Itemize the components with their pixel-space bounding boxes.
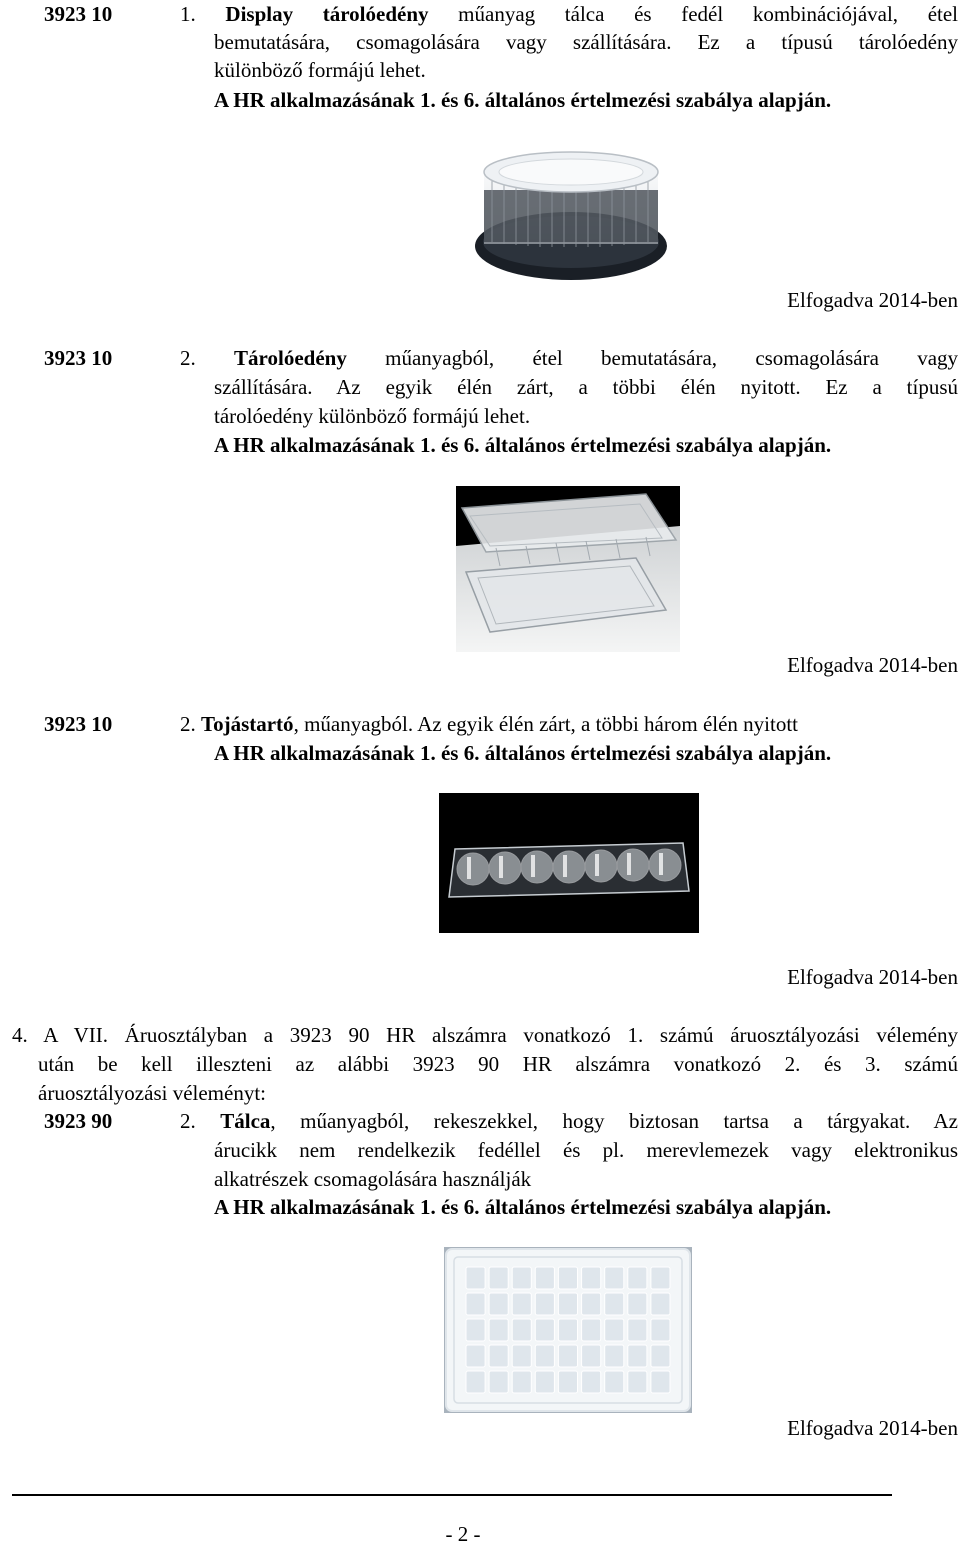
entry-3-line-1-rest: , műanyagból. Az egyik élén zárt, a többi három élén nyitott: [293, 712, 799, 736]
tray-compartment: [651, 1319, 670, 1341]
entry-3-number: 2.: [180, 712, 196, 736]
entry-4-code: 3923 90: [44, 1109, 113, 1133]
tray-compartment: [651, 1267, 670, 1289]
entry-2-line-1-rest: műanyagból, étel bemutatására, csomagolására vagy: [385, 346, 959, 370]
entry-2-line-3: tárolóedény különböző formájú lehet.: [214, 404, 531, 428]
entry-2-accepted: Elfogadva 2014-ben: [787, 653, 958, 677]
entry-4-term: Tálca: [220, 1109, 271, 1133]
tray-compartment: [558, 1319, 577, 1341]
tray-compartment: [582, 1345, 601, 1367]
egg-carton-photo: [439, 793, 699, 933]
entry-4-number: 2.: [180, 1109, 196, 1133]
tray-compartment: [558, 1293, 577, 1315]
tray-compartment: [582, 1293, 601, 1315]
tray-compartment: [628, 1293, 647, 1315]
tray-compartment: [605, 1319, 624, 1341]
tray-compartment: [489, 1267, 508, 1289]
tray-compartment: [512, 1319, 531, 1341]
tray-compartment: [466, 1319, 485, 1341]
entry-3-rule: A HR alkalmazásának 1. és 6. általános értelmezési szabálya alapján.: [214, 741, 832, 765]
cake-dome-container-photo: [472, 150, 670, 286]
tray-compartment: [489, 1293, 508, 1315]
entry-1-line-3: különböző formájú lehet.: [214, 58, 426, 82]
tray-compartment: [651, 1345, 670, 1367]
tray-compartment: [489, 1371, 508, 1393]
entry-2-line-1: [180, 344, 958, 372]
entry-4-line-3: alkatrészek csomagolására használják: [214, 1167, 532, 1191]
entry-4-line-2: árucikk nem rendelkezik fedéllel és pl. merevlemezek vagy elektronikus: [214, 1138, 958, 1162]
tray-compartment: [628, 1319, 647, 1341]
tray-compartment: [558, 1345, 577, 1367]
tray-compartment: [558, 1267, 577, 1289]
tray-compartment: [582, 1371, 601, 1393]
entry-4-line-1-rest: , műanyagból, rekeszekkel, hogy biztosan tartsa a tárgyakat. Az: [270, 1109, 958, 1133]
tray-compartment: [582, 1267, 601, 1289]
tray-compartment: [466, 1267, 485, 1289]
tray-compartment: [628, 1267, 647, 1289]
entry-4-line-1: [180, 1107, 958, 1135]
clamshell-container-photo: [456, 486, 680, 652]
entry-1-number: 1.: [180, 2, 196, 26]
entry-3-accepted: Elfogadva 2014-ben: [787, 965, 958, 989]
entry-1-code: 3923 10: [44, 2, 113, 26]
tray-compartment: [651, 1371, 670, 1393]
tray-compartment: [628, 1345, 647, 1367]
entry-3-term: Tojástartó: [201, 712, 294, 736]
page-number: - 2 -: [445, 1522, 481, 1546]
entry-2-number: 2.: [180, 346, 196, 370]
tray-compartment: [582, 1319, 601, 1341]
section-4-line-2: után be kell illeszteni az alábbi 3923 90 HR alszámra vonatkozó 2. és 3. számú: [38, 1052, 958, 1076]
entry-3-code: 3923 10: [44, 712, 113, 736]
tray-compartment: [535, 1267, 554, 1289]
compartment-tray-photo: [444, 1247, 692, 1413]
tray-compartment: [535, 1319, 554, 1341]
tray-compartment: [605, 1293, 624, 1315]
tray-compartment: [628, 1371, 647, 1393]
entry-1-line-1-rest: műanyag tálca és fedél kombinációjával, étel: [458, 2, 958, 26]
entry-2-rule: A HR alkalmazásának 1. és 6. általános értelmezési szabálya alapján.: [214, 433, 832, 457]
entry-3-line-1: [180, 710, 798, 738]
entry-1-rule: A HR alkalmazásának 1. és 6. általános értelmezési szabálya alapján.: [214, 88, 832, 112]
tray-compartment: [651, 1293, 670, 1315]
tray-compartment: [512, 1371, 531, 1393]
tray-compartment: [535, 1345, 554, 1367]
tray-compartment: [535, 1371, 554, 1393]
footer-divider: [12, 1494, 892, 1496]
tray-compartment: [605, 1371, 624, 1393]
tray-compartment: [489, 1319, 508, 1341]
tray-compartment: [605, 1267, 624, 1289]
tray-compartment: [466, 1293, 485, 1315]
entry-4-rule: A HR alkalmazásának 1. és 6. általános értelmezési szabálya alapján.: [214, 1195, 832, 1219]
entry-4-accepted: Elfogadva 2014-ben: [787, 1416, 958, 1440]
entry-2-line-2: szállítására. Az egyik élén zárt, a többi élén nyitott. Ez a típusú: [214, 375, 958, 399]
tray-compartment: [489, 1345, 508, 1367]
tray-compartment: [558, 1371, 577, 1393]
tray-compartment: [466, 1371, 485, 1393]
entry-1-line-1: [180, 0, 958, 28]
tray-compartment: [512, 1345, 531, 1367]
tray-compartment: [512, 1293, 531, 1315]
section-4-line-3: áruosztályozási véleményt:: [38, 1081, 266, 1105]
entry-1-term: Display tárolóedény: [225, 2, 429, 26]
tray-compartment: [512, 1267, 531, 1289]
section-4-lead: 4. A VII. Áruosztályban a 3923 90 HR alszámra vonatkozó 1. számú áruosztályozási vélemény: [12, 1023, 958, 1047]
entry-1-accepted: Elfogadva 2014-ben: [787, 288, 958, 312]
tray-compartment: [605, 1345, 624, 1367]
entry-2-code: 3923 10: [44, 346, 113, 370]
entry-2-term: Tárolóedény: [234, 346, 347, 370]
entry-1-line-2: bemutatására, csomagolására vagy szállítására. Ez a típusú tárolóedény: [214, 30, 958, 54]
tray-compartment: [535, 1293, 554, 1315]
tray-compartment: [466, 1345, 485, 1367]
